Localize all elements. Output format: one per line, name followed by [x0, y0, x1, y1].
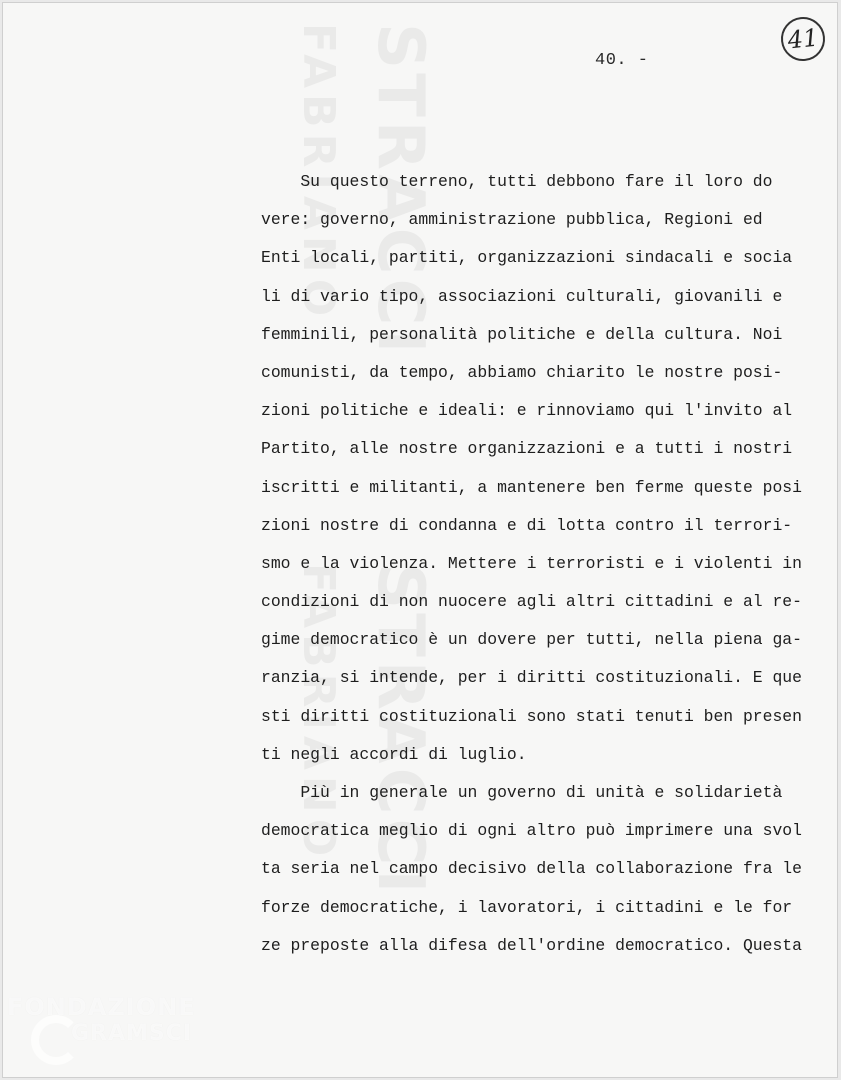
paper-watermark: STRACCI	[363, 23, 437, 358]
text-line: ti negli accordi di luglio.	[261, 744, 527, 764]
logo-text-bottom: GRAMSCI	[71, 1021, 193, 1046]
text-line: forze democratiche, i lavoratori, i cittadini e le for	[261, 897, 793, 917]
text-line: condizioni di non nuocere agli altri cittadini e al re-	[261, 592, 802, 612]
text-line: zioni nostre di condanna e di lotta contro il terrori-	[261, 515, 793, 535]
text-line: smo e la violenza. Mettere i terroristi e i violenti in	[261, 553, 802, 573]
paper-watermark: FABRIANO	[293, 23, 344, 323]
archive-page-stamp: 41	[779, 15, 827, 63]
text-line: ze preposte alla difesa dell'ordine democratico. Questa	[261, 935, 802, 955]
logo-text-top: FONDAZIONE	[7, 993, 196, 1021]
text-line: Su questo terreno, tutti debbono fare il loro do	[261, 172, 773, 191]
text-line: sti diritti costituzionali sono stati tenuti ben presen	[261, 706, 802, 726]
text-line: Più in generale un governo di unità e solidarietà	[261, 783, 783, 802]
text-line: comunisti, da tempo, abbiamo chiarito le nostre posi-	[261, 362, 783, 382]
document-page	[2, 2, 838, 1078]
text-line: Partito, alle nostre organizzazioni e a tutti i nostri	[261, 439, 793, 459]
page-number: 40. -	[595, 51, 649, 70]
text-line: femminili, personalità politiche e della cultura. Noi	[261, 324, 783, 344]
text-line: ta seria nel campo decisivo della collaborazione fra le	[261, 859, 802, 879]
typewritten-body	[261, 163, 821, 965]
text-line: li di vario tipo, associazioni culturali, giovanili e	[261, 286, 783, 306]
text-line: democratica meglio di ogni altro può imprimere una svol	[261, 821, 802, 841]
paper-watermark: FABRIANO	[293, 563, 344, 863]
paper-watermark: STRACCI	[363, 563, 437, 898]
text-line: Enti locali, partiti, organizzazioni sindacali e socia	[261, 248, 793, 268]
archive-logo-watermark	[7, 993, 196, 1047]
text-line: gime democratico è un dovere per tutti, nella piena ga-	[261, 630, 802, 650]
logo-g-icon	[31, 1015, 81, 1065]
text-line: vere: governo, amministrazione pubblica, Regioni ed	[261, 210, 763, 230]
text-line: ranzia, si intende, per i diritti costituzionali. E que	[261, 668, 802, 688]
text-line: zioni politiche e ideali: e rinnoviamo qui l'invito al	[261, 401, 793, 421]
text-line: iscritti e militanti, a mantenere ben ferme queste posi	[261, 477, 802, 497]
